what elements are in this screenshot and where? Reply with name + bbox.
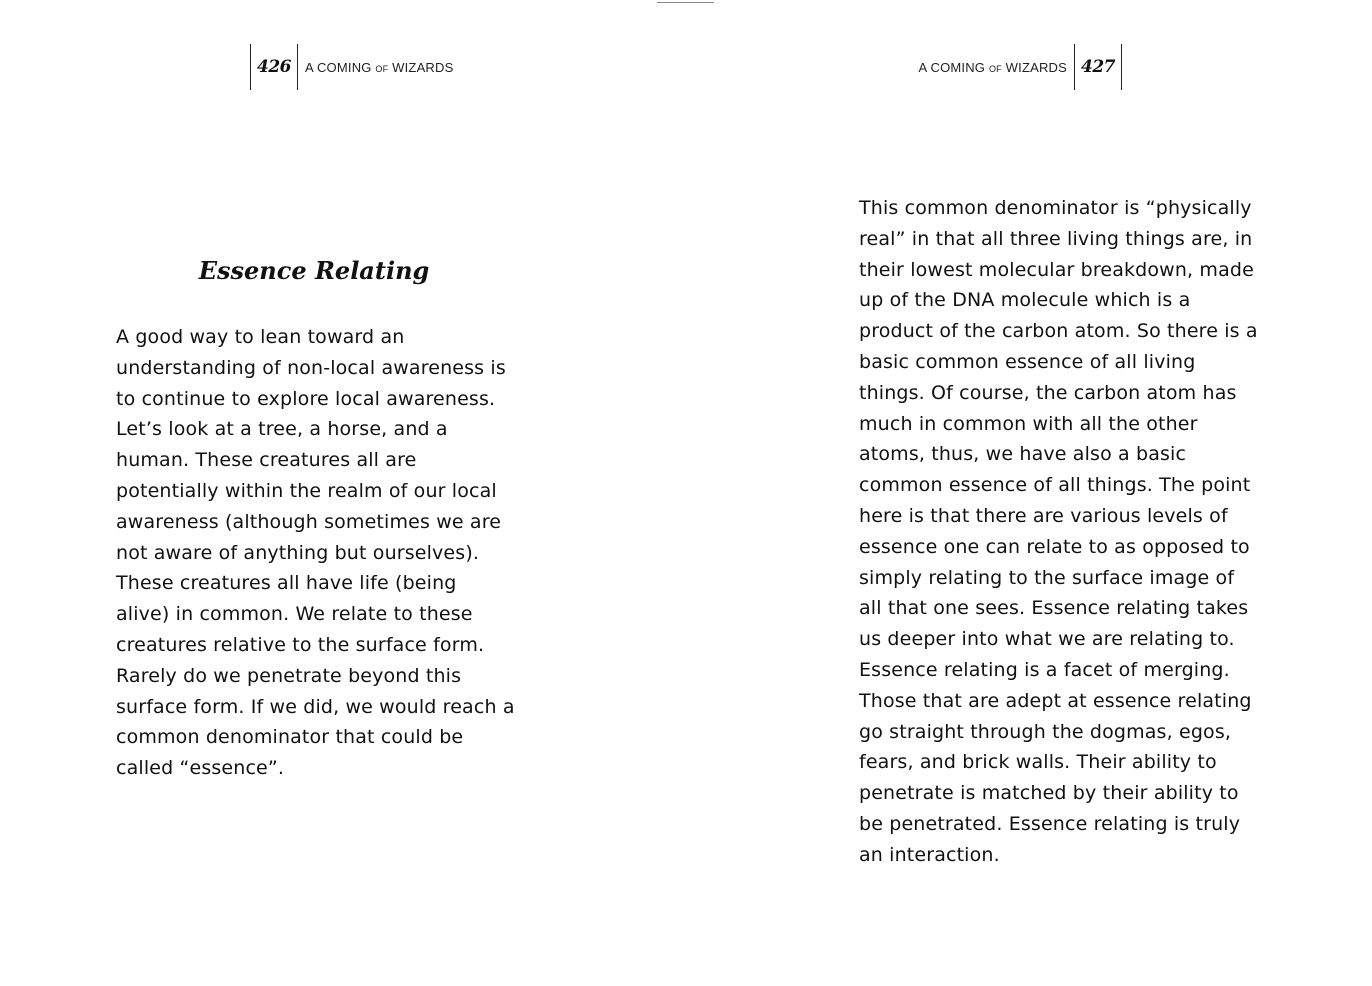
right-body-paragraph: This common denominator is “physically real” in that all three living things are, in their lowest molecular breakdown, made up of the DNA molecule which is a product of the carbon atom. So there is a basic common essence of all living things. Of course, the carbon atom has much in common with all the other atoms, thus, we have also a basic common essence of all things. The point here is that there are various levels of essence one can relate to as opposed to simply relating to the surface image of all that one sees. Essence relating takes us deeper into what we are relating to. Essence relating is a facet of merging. Those that are adept at essence relating go straight through the dogmas, egos, fears, and brick walls. Their ability to penetrate is matched by their ability to be penetrated. Essence relating is truly an interaction. [859,197,1258,866]
left-running-head [250,44,460,90]
right-page [686,0,1372,986]
running-title-left: A COMING OF WIZARDS [305,59,454,75]
chapter-heading: Essence Relating [198,256,430,285]
running-title-right: A COMING OF WIZARDS [918,59,1067,75]
right-running-head [912,44,1122,90]
left-body-paragraph: A good way to lean toward an understanding of non-local awareness is to continue to explore local awareness. Let’s look at a tree, a horse, and a human. These creatures all are potentially within the realm of our local awareness (although sometimes we are not aware of anything but ourselves). These creatures all have life (being alive) in common. We relate to these creatures relative to the surface form. Rarely do we penetrate beyond this surface form. If we did, we would reach a common denominator that could be called “essence”. [116,326,515,780]
header-rule [1121,44,1122,90]
page-number-left: 426 [257,57,291,77]
page-number-right: 427 [1081,57,1115,77]
